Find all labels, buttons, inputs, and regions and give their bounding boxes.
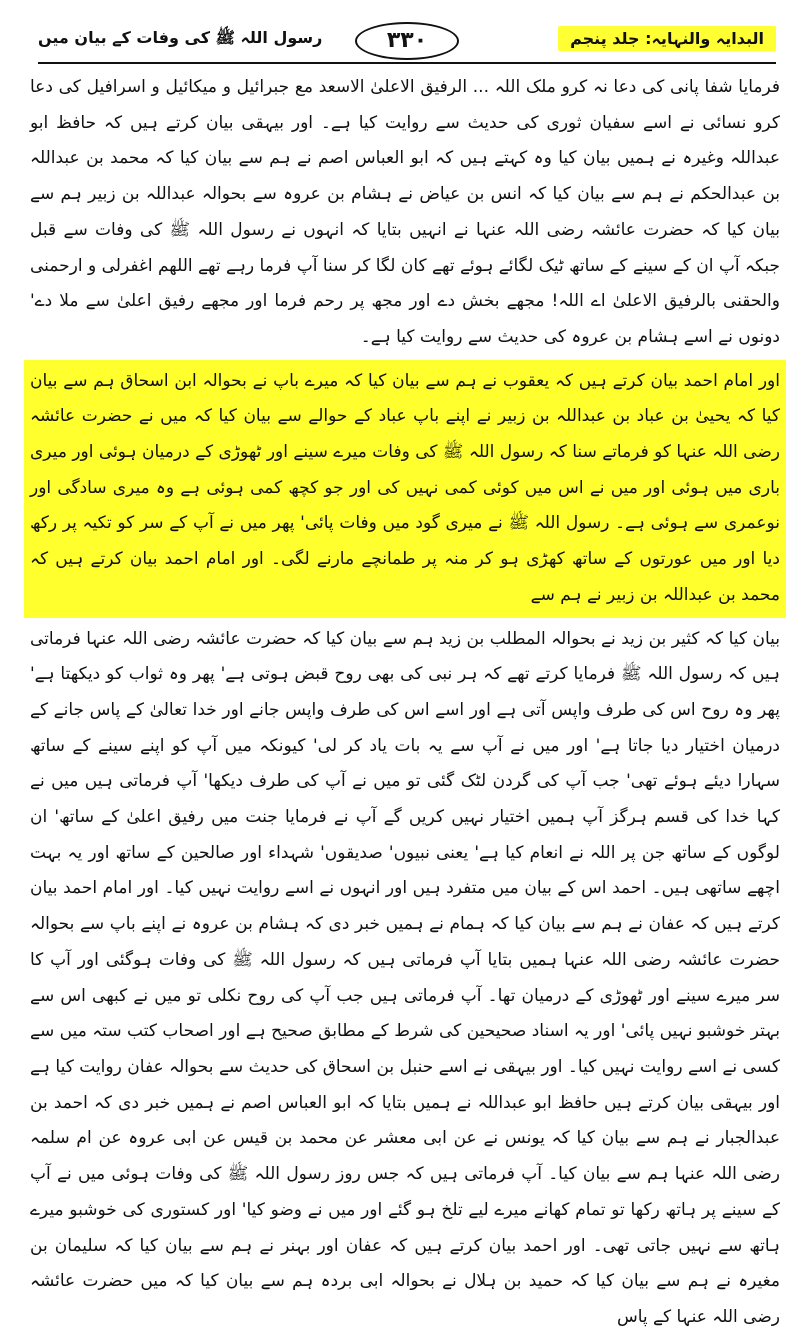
body-text [30,70,780,1336]
paragraph-1: فرمایا شفا پانی کی دعا نہ کرو ملک اللہ ... الرفیق الاعلیٰ الاسعد مع جبرائیل و میکائیل و اسرافیل کی دعا کرو نسائی نے اسے سفیان ثوری کی حدیث سے روایت کیا ہے۔ اور بیہقی بیان کرتے ہیں کہ حافظ ابو عبداللہ وغیرہ نے ہمیں بیان کیا وہ کہتے ہیں کہ ابو العباس اصم نے ہم سے بیان کیا کہ محمد بن عبداللہ بن عبدالحکم نے ہم سے بیان کیا کہ انس بن عیاض نے ہشام بن عروہ سے بحوالہ عبداللہ بن زبیر ہم سے بیان کیا کہ حضرت عائشہ رضی اللہ عنہا نے انہیں بتایا کہ انہوں نے رسول اللہ ﷺ کی وفات سے قبل جبکہ آپ ان کے سینے کے ساتھ ٹیک لگائے ہوئے تھے کان لگا کر سنا آپ فرما رہے تھے اللھم اغفرلی و ارحمنی والحقنی بالرفیق الاعلیٰ اے اللہ! مجھے بخش دے اور مجھ پر رحم فرما اور مجھے رفیق اعلیٰ سے ملا دے' دونوں نے اسے ہشام بن عروہ کی حدیث سے روایت کیا ہے۔ [30,77,780,347]
book-title: البدایہ والنہایہ: جلد پنجم [558,26,776,51]
highlighted-paragraph: اور امام احمد بیان کرتے ہیں کہ یعقوب نے ہم سے بیان کیا کہ میرے باپ نے بحوالہ ابن اسحاق ہم سے بیان کیا کہ یحییٰ بن عباد بن عبداللہ بن زبیر نے اپنے باپ عباد کے حوالے سے بیان کیا کہ میں نے حضرت عائشہ رضی اللہ عنہا کو فرماتے سنا کہ رسول اللہ ﷺ کی وفات میرے سینے اور ٹھوڑی کے درمیان ہوئی اور میری باری میں ہوئی اور میں نے اس میں کوئی کمی نہیں کی اور جو کچھ کمی ہوئی ہے وہ میری سادگی اور نوعمری سے ہوئی ہے۔ رسول اللہ ﷺ نے میری گود میں وفات پائی' پھر میں نے آپ کے سر کو تکیہ پر رکھ دیا اور میں عورتوں کے ساتھ کھڑی ہو کر منہ پر طمانچے مارنے لگی۔ اور امام احمد بیان کرتے ہیں کہ محمد بن عبداللہ بن زبیر نے ہم سے [24,360,786,618]
chapter-title: رسول اللہ ﷺ کی وفات کے بیان میں [38,28,323,47]
page-header [38,22,776,62]
page-number: ۳۳۰ [355,22,459,60]
paragraph-3: بیان کیا کہ کثیر بن زید نے بحوالہ المطلب بن زید ہم سے بیان کیا کہ حضرت عائشہ رضی اللہ عنہا فرماتی ہیں کہ رسول اللہ ﷺ فرمایا کرتے تھے کہ ہر نبی کی بھی روح قبض ہوتی ہے' پھر وہ ثواب کو دیکھتا ہے' پھر وہ روح اس کی طرف واپس آتی ہے اور اسے اس کی طرف واپس جانے اور خدا تعالیٰ کے پاس جانے کے درمیان اختیار دیا جاتا ہے' اور میں نے آپ سے یہ بات یاد کر لی' کیونکہ میں آپ کو اپنے سینے کے ساتھ سہارا دیئے ہوئے تھی' جب آپ کی گردن لٹک گئی تو میں نے آپ کی طرف دیکھا' آپ فرماتی ہیں میں نے کہا خدا کی قسم ہرگز آپ ہمیں اختیار نہیں کریں گے آپ نے فرمایا جنت میں رفیق اعلیٰ کے ساتھ' ان لوگوں کے ساتھ جن پر اللہ نے انعام کیا ہے' یعنی نبیوں' صدیقوں' شہداء اور صالحین کے ساتھ اور یہ بہت اچھے ساتھی ہیں۔ احمد اس کے بیان میں متفرد ہیں اور انہوں نے اسے روایت نہیں کیا۔ اور امام احمد بیان کرتے ہیں کہ عفان نے ہم سے بیان کیا کہ ہمام نے ہمیں خبر دی کہ ہشام بن عروہ نے اپنے باپ سے بحوالہ حضرت عائشہ رضی اللہ عنہا ہمیں بتایا آپ فرماتی ہیں کہ رسول اللہ ﷺ کی وفات ہوگئی اور آپ کا سر میرے سینے اور ٹھوڑی کے درمیان تھا۔ آپ فرماتی ہیں جب آپ کی روح نکلی تو میں نے کبھی اس سے بہتر خوشبو نہیں پائی' اور یہ اسناد صحیحین کی شرط کے مطابق صحیح ہے اور اصحاب کتب ستہ میں سے کسی نے اسے روایت نہیں کیا۔ اور بیہقی نے اسے حنبل بن اسحاق کی حدیث سے بحوالہ عفان روایت کیا ہے اور بیہقی بیان کرتے ہیں حافظ ابو عبداللہ نے ہمیں بتایا کہ ابو العباس اصم نے ہمیں خبر دی کہ احمد بن عبدالجبار نے ہم سے بیان کیا کہ یونس نے عن ابی معشر عن محمد بن قیس عن ابی عروہ عن ام سلمہ رضی اللہ عنہا ہم سے بیان کیا۔ آپ فرماتی ہیں کہ جس روز رسول اللہ ﷺ کی وفات ہوئی میں نے آپ کے سینے پر ہاتھ رکھا تو تمام کھانے میرے لیے تلخ ہو گئے اور میں نے وضو کیا' اور کستوری کی خوشبو میرے ہاتھ سے نہیں جاتی تھی۔ اور احمد بیان کرتے ہیں کہ عفان اور بہنر نے ہم سے بیان کیا کہ سلیمان بن مغیرہ نے ہم سے بیان کیا کہ حمید بن ہلال نے بحوالہ ابی بردہ ہم سے بیان کیا کہ میں حضرت عائشہ رضی اللہ عنہا کے پاس [30,628,780,1327]
header-divider [38,62,776,64]
